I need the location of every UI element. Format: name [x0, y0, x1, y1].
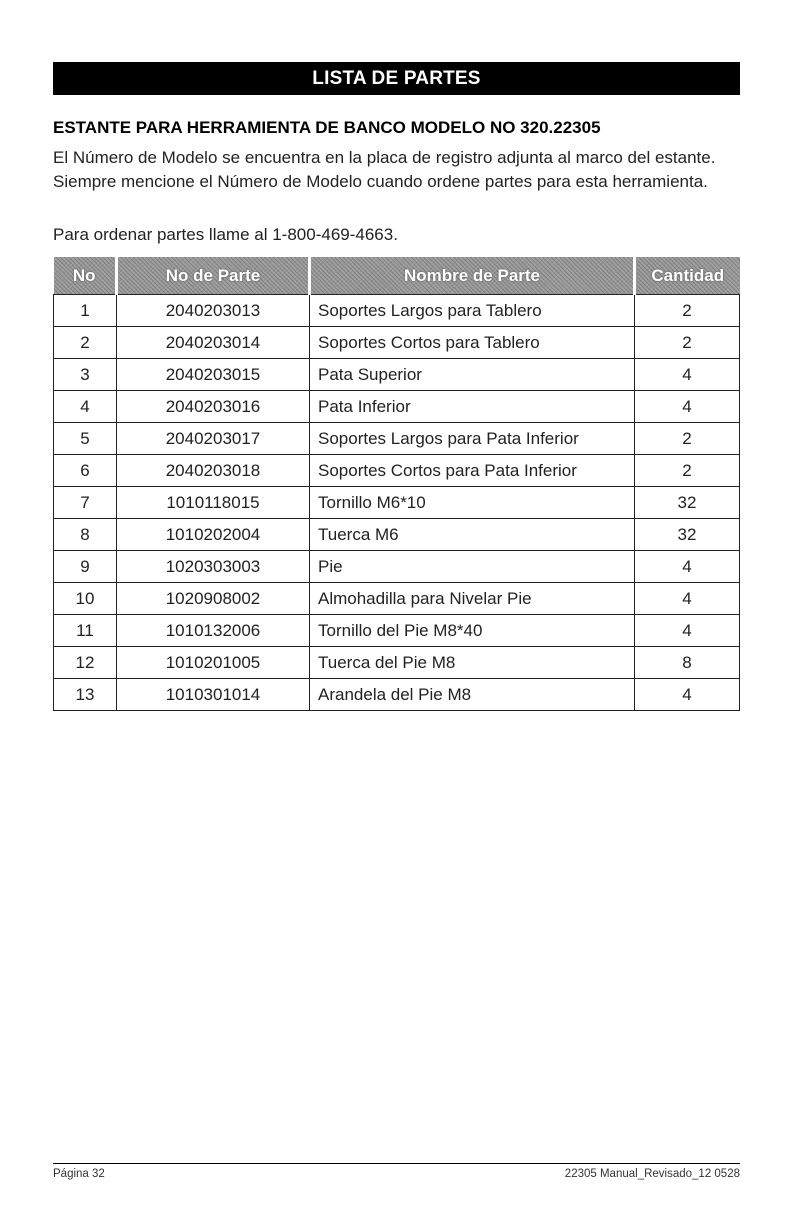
cell-part-name: Soportes Cortos para Tablero — [310, 327, 635, 359]
table-row — [54, 519, 740, 551]
cell-no: 11 — [54, 615, 117, 647]
cell-no: 3 — [54, 359, 117, 391]
cell-part-number: 1020908002 — [117, 583, 310, 615]
header-part-number: No de Parte — [117, 257, 310, 295]
cell-quantity: 4 — [635, 391, 740, 423]
cell-no: 8 — [54, 519, 117, 551]
cell-part-name: Pata Superior — [310, 359, 635, 391]
parts-table-header-row — [54, 257, 740, 295]
cell-part-number: 2040203017 — [117, 423, 310, 455]
cell-part-name: Tuerca del Pie M8 — [310, 647, 635, 679]
cell-part-name: Soportes Largos para Tablero — [310, 295, 635, 327]
cell-part-number: 1010301014 — [117, 679, 310, 711]
cell-part-name: Pata Inferior — [310, 391, 635, 423]
page-number: Página 32 — [53, 1168, 105, 1180]
cell-no: 1 — [54, 295, 117, 327]
table-row — [54, 423, 740, 455]
cell-no: 2 — [54, 327, 117, 359]
table-row — [54, 551, 740, 583]
cell-no: 7 — [54, 487, 117, 519]
order-phone-paragraph: Para ordenar partes llame al 1-800-469-4663. — [53, 225, 398, 244]
cell-no: 10 — [54, 583, 117, 615]
cell-part-number: 2040203016 — [117, 391, 310, 423]
document-id: 22305 Manual_Revisado_12 0528 — [564, 1168, 740, 1180]
cell-no: 13 — [54, 679, 117, 711]
header-no: No — [54, 257, 117, 295]
table-row — [54, 391, 740, 423]
cell-no: 9 — [54, 551, 117, 583]
table-row — [54, 359, 740, 391]
cell-part-name: Pie — [310, 551, 635, 583]
table-row — [54, 455, 740, 487]
cell-part-name: Tornillo del Pie M8*40 — [310, 615, 635, 647]
cell-no: 5 — [54, 423, 117, 455]
header-quantity: Cantidad — [635, 257, 740, 295]
cell-quantity: 2 — [635, 423, 740, 455]
cell-part-name: Tornillo M6*10 — [310, 487, 635, 519]
cell-quantity: 4 — [635, 615, 740, 647]
cell-part-number: 1010201005 — [117, 647, 310, 679]
parts-table — [53, 257, 740, 711]
cell-part-name: Soportes Cortos para Pata Inferior — [310, 455, 635, 487]
cell-part-number: 1010202004 — [117, 519, 310, 551]
intro-paragraph: El Número de Modelo se encuentra en la placa de registro adjunta al marco del estante. Siempre mencione el Número de Modelo cuando ordene partes para esta herramienta. — [53, 148, 716, 191]
cell-quantity: 4 — [635, 679, 740, 711]
cell-part-number: 1010118015 — [117, 487, 310, 519]
cell-quantity: 4 — [635, 551, 740, 583]
cell-quantity: 32 — [635, 487, 740, 519]
table-row — [54, 647, 740, 679]
cell-no: 6 — [54, 455, 117, 487]
footer-divider — [53, 1163, 740, 1164]
cell-part-name: Almohadilla para Nivelar Pie — [310, 583, 635, 615]
cell-part-number: 1020303003 — [117, 551, 310, 583]
cell-quantity: 4 — [635, 359, 740, 391]
section-banner: LISTA DE PARTES — [53, 62, 740, 95]
cell-quantity: 8 — [635, 647, 740, 679]
cell-part-name: Arandela del Pie M8 — [310, 679, 635, 711]
cell-no: 4 — [54, 391, 117, 423]
model-heading: ESTANTE PARA HERRAMIENTA DE BANCO MODELO NO 320.22305 — [53, 118, 601, 137]
header-part-name: Nombre de Parte — [310, 257, 635, 295]
cell-part-number: 2040203014 — [117, 327, 310, 359]
table-row — [54, 615, 740, 647]
cell-quantity: 2 — [635, 455, 740, 487]
table-row — [54, 487, 740, 519]
cell-part-number: 2040203013 — [117, 295, 310, 327]
table-row — [54, 583, 740, 615]
table-row — [54, 295, 740, 327]
cell-part-name: Tuerca M6 — [310, 519, 635, 551]
cell-quantity: 2 — [635, 327, 740, 359]
cell-part-name: Soportes Largos para Pata Inferior — [310, 423, 635, 455]
cell-quantity: 4 — [635, 583, 740, 615]
cell-quantity: 32 — [635, 519, 740, 551]
table-row — [54, 327, 740, 359]
cell-no: 12 — [54, 647, 117, 679]
cell-part-number: 2040203015 — [117, 359, 310, 391]
cell-quantity: 2 — [635, 295, 740, 327]
cell-part-number: 1010132006 — [117, 615, 310, 647]
table-row — [54, 679, 740, 711]
cell-part-number: 2040203018 — [117, 455, 310, 487]
